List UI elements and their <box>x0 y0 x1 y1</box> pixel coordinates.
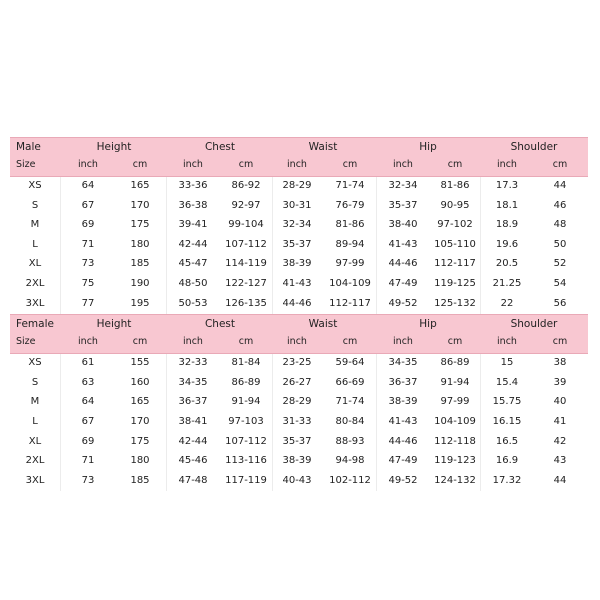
table-cell: 33-36 <box>178 180 208 191</box>
table-cell: 73 <box>81 258 95 270</box>
size-cell: 3XL <box>25 474 45 486</box>
table-cell: 47-49 <box>388 455 418 467</box>
table-cell: 180 <box>130 455 150 467</box>
table-cell: 48 <box>553 219 567 231</box>
table-cell: 112-117 <box>434 258 476 270</box>
male-column-group-height: Height <box>96 141 132 153</box>
size-cell: 2XL <box>25 277 45 289</box>
table-cell: 40-43 <box>282 474 312 486</box>
table-cell: 42-44 <box>178 435 208 447</box>
male-unit-inch-8: inch <box>497 159 517 170</box>
table-cell: 170 <box>130 199 150 211</box>
male-column-group-waist: Waist <box>308 141 338 153</box>
table-cell: 44-46 <box>388 258 418 270</box>
female-header-band <box>10 314 588 354</box>
table-cell: 16.15 <box>492 415 522 427</box>
table-cell: 113-116 <box>225 455 267 467</box>
table-cell: 180 <box>130 238 150 250</box>
table-cell: 107-112 <box>225 435 267 447</box>
table-cell: 75 <box>81 277 95 289</box>
table-row <box>10 177 588 197</box>
male-size-section <box>10 137 588 314</box>
table-cell: 175 <box>130 435 150 447</box>
female-size-section <box>10 314 588 491</box>
table-cell: 50-53 <box>178 297 208 309</box>
table-cell: 97-102 <box>437 219 473 231</box>
female-size-label: Size <box>16 336 36 348</box>
female-unit-cm-5: cm <box>342 336 358 348</box>
table-cell: 119-125 <box>434 277 476 289</box>
table-cell: 46 <box>553 199 567 211</box>
table-cell: 122-127 <box>225 277 267 289</box>
table-cell: 117-119 <box>225 474 267 486</box>
table-cell: 190 <box>130 277 150 289</box>
table-cell: 185 <box>130 258 150 270</box>
size-cell: XS <box>28 180 42 191</box>
table-cell: 22 <box>500 297 514 309</box>
table-cell: 126-135 <box>225 297 267 309</box>
female-unit-inch-4: inch <box>287 336 307 348</box>
table-cell: 38-39 <box>282 258 312 270</box>
size-cell: M <box>30 396 40 408</box>
table-row <box>10 295 588 315</box>
female-unit-cm-3: cm <box>238 336 254 348</box>
female-rows <box>10 354 588 491</box>
male-header-band <box>10 137 588 177</box>
table-cell: 89-94 <box>335 238 365 250</box>
size-cell: S <box>31 199 39 211</box>
table-cell: 86-92 <box>231 180 261 191</box>
table-cell: 124-132 <box>434 474 476 486</box>
table-cell: 15.75 <box>492 396 522 408</box>
table-cell: 90-95 <box>440 199 470 211</box>
table-cell: 41-43 <box>388 238 418 250</box>
table-cell: 76-79 <box>335 199 365 211</box>
table-cell: 15.4 <box>495 376 519 388</box>
table-cell: 17.32 <box>492 474 522 486</box>
table-cell: 56 <box>553 297 567 309</box>
table-cell: 86-89 <box>440 357 470 369</box>
table-cell: 39-41 <box>178 219 208 231</box>
female-column-group-waist: Waist <box>308 318 338 331</box>
table-cell: 20.5 <box>495 258 519 270</box>
male-header-label: Male <box>16 141 41 153</box>
table-cell: 69 <box>81 219 95 231</box>
size-cell: 2XL <box>25 455 45 467</box>
female-unit-cm-9: cm <box>552 336 568 348</box>
table-row <box>10 433 588 453</box>
table-cell: 45-47 <box>178 258 208 270</box>
table-cell: 19.6 <box>495 238 519 250</box>
table-cell: 32-34 <box>388 180 418 191</box>
table-cell: 44 <box>553 474 567 486</box>
size-cell: XL <box>28 258 42 270</box>
table-cell: 105-110 <box>434 238 476 250</box>
table-cell: 47-49 <box>388 277 418 289</box>
table-cell: 165 <box>130 180 150 191</box>
table-cell: 92-97 <box>231 199 261 211</box>
table-cell: 35-37 <box>282 238 312 250</box>
table-cell: 38 <box>553 357 567 369</box>
table-cell: 35-37 <box>282 435 312 447</box>
table-cell: 81-86 <box>335 219 365 231</box>
female-unit-inch-8: inch <box>497 336 517 348</box>
male-unit-inch-4: inch <box>287 159 307 170</box>
table-cell: 42-44 <box>178 238 208 250</box>
table-cell: 91-94 <box>440 376 470 388</box>
male-unit-cm-3: cm <box>238 159 254 170</box>
table-cell: 36-38 <box>178 199 208 211</box>
table-cell: 44-46 <box>388 435 418 447</box>
table-cell: 48-50 <box>178 277 208 289</box>
table-cell: 50 <box>553 238 567 250</box>
table-cell: 104-109 <box>434 415 476 427</box>
table-cell: 155 <box>130 357 150 369</box>
table-cell: 59-64 <box>335 357 365 369</box>
table-cell: 81-86 <box>440 180 470 191</box>
table-cell: 94-98 <box>335 455 365 467</box>
table-cell: 41 <box>553 415 567 427</box>
table-cell: 40 <box>553 396 567 408</box>
table-cell: 18.9 <box>495 219 519 231</box>
table-cell: 185 <box>130 474 150 486</box>
table-cell: 86-89 <box>231 376 261 388</box>
table-cell: 36-37 <box>388 376 418 388</box>
table-cell: 47-48 <box>178 474 208 486</box>
table-cell: 35-37 <box>388 199 418 211</box>
table-cell: 71-74 <box>335 396 365 408</box>
table-cell: 42 <box>553 435 567 447</box>
table-cell: 175 <box>130 219 150 231</box>
table-cell: 66-69 <box>335 376 365 388</box>
table-cell: 49-52 <box>388 474 418 486</box>
table-cell: 18.1 <box>495 199 519 211</box>
table-cell: 54 <box>553 277 567 289</box>
male-unit-cm-9: cm <box>552 159 568 170</box>
table-cell: 165 <box>130 396 150 408</box>
female-unit-cm-7: cm <box>447 336 463 348</box>
male-column-group-hip: Hip <box>419 141 437 153</box>
female-header-label: Female <box>16 318 54 331</box>
table-row <box>10 452 588 472</box>
table-cell: 195 <box>130 297 150 309</box>
table-row <box>10 374 588 394</box>
table-cell: 81-84 <box>231 357 261 369</box>
table-cell: 125-132 <box>434 297 476 309</box>
table-cell: 36-37 <box>178 396 208 408</box>
table-cell: 32-34 <box>282 219 312 231</box>
size-cell: 3XL <box>25 297 45 309</box>
table-row <box>10 275 588 295</box>
table-row <box>10 393 588 413</box>
table-cell: 80-84 <box>335 415 365 427</box>
table-cell: 26-27 <box>282 376 312 388</box>
table-cell: 21.25 <box>492 277 522 289</box>
table-cell: 107-112 <box>225 238 267 250</box>
table-cell: 102-112 <box>329 474 371 486</box>
table-cell: 41-43 <box>388 415 418 427</box>
table-row <box>10 197 588 217</box>
table-cell: 17.3 <box>495 180 519 191</box>
table-row <box>10 255 588 275</box>
table-cell: 71 <box>81 238 95 250</box>
table-cell: 112-117 <box>329 297 371 309</box>
size-cell: S <box>31 376 39 388</box>
table-cell: 104-109 <box>329 277 371 289</box>
female-column-group-height: Height <box>96 318 132 331</box>
table-cell: 32-33 <box>178 357 208 369</box>
male-column-group-shoulder: Shoulder <box>510 141 558 153</box>
female-column-group-shoulder: Shoulder <box>510 318 558 331</box>
female-unit-inch-6: inch <box>393 336 413 348</box>
table-cell: 61 <box>81 357 95 369</box>
table-row <box>10 472 588 492</box>
table-cell: 160 <box>130 376 150 388</box>
table-cell: 23-25 <box>282 357 312 369</box>
table-cell: 52 <box>553 258 567 270</box>
table-row <box>10 354 588 374</box>
table-cell: 31-33 <box>282 415 312 427</box>
table-cell: 64 <box>81 180 95 191</box>
table-cell: 30-31 <box>282 199 312 211</box>
female-unit-inch-2: inch <box>183 336 203 348</box>
table-cell: 69 <box>81 435 95 447</box>
table-cell: 45-46 <box>178 455 208 467</box>
female-unit-cm-1: cm <box>132 336 148 348</box>
table-cell: 44 <box>553 180 567 191</box>
table-cell: 170 <box>130 415 150 427</box>
table-cell: 91-94 <box>231 396 261 408</box>
table-cell: 38-39 <box>282 455 312 467</box>
table-cell: 34-35 <box>178 376 208 388</box>
table-cell: 15 <box>500 357 514 369</box>
table-cell: 88-93 <box>335 435 365 447</box>
table-cell: 71 <box>81 455 95 467</box>
male-unit-cm-7: cm <box>447 159 463 170</box>
table-cell: 16.9 <box>495 455 519 467</box>
table-cell: 16.5 <box>495 435 519 447</box>
table-cell: 34-35 <box>388 357 418 369</box>
table-cell: 38-41 <box>178 415 208 427</box>
table-cell: 67 <box>81 415 95 427</box>
table-cell: 114-119 <box>225 258 267 270</box>
table-cell: 71-74 <box>335 180 365 191</box>
table-cell: 119-123 <box>434 455 476 467</box>
table-cell: 28-29 <box>282 396 312 408</box>
table-cell: 64 <box>81 396 95 408</box>
table-row <box>10 413 588 433</box>
male-unit-inch-2: inch <box>183 159 203 170</box>
table-cell: 99-104 <box>228 219 264 231</box>
table-cell: 112-118 <box>434 435 476 447</box>
female-column-group-chest: Chest <box>204 318 236 331</box>
table-cell: 63 <box>81 376 95 388</box>
table-cell: 43 <box>553 455 567 467</box>
male-unit-cm-5: cm <box>342 159 358 170</box>
male-unit-inch-6: inch <box>393 159 413 170</box>
table-cell: 97-103 <box>228 415 264 427</box>
table-cell: 77 <box>81 297 95 309</box>
size-cell: L <box>32 415 38 427</box>
male-unit-inch-0: inch <box>78 159 98 170</box>
male-column-group-chest: Chest <box>204 141 236 153</box>
female-unit-inch-0: inch <box>78 336 98 348</box>
size-cell: L <box>32 238 38 250</box>
table-cell: 67 <box>81 199 95 211</box>
table-cell: 44-46 <box>282 297 312 309</box>
male-size-label: Size <box>16 159 36 170</box>
table-cell: 39 <box>553 376 567 388</box>
table-cell: 38-39 <box>388 396 418 408</box>
table-cell: 41-43 <box>282 277 312 289</box>
table-cell: 97-99 <box>440 396 470 408</box>
female-column-group-hip: Hip <box>419 318 437 331</box>
table-cell: 97-99 <box>335 258 365 270</box>
male-unit-cm-1: cm <box>132 159 148 170</box>
size-cell: XS <box>28 357 42 369</box>
table-cell: 28-29 <box>282 180 312 191</box>
male-rows <box>10 177 588 314</box>
size-cell: M <box>30 219 40 231</box>
table-cell: 38-40 <box>388 219 418 231</box>
size-chart <box>10 137 588 491</box>
table-cell: 73 <box>81 474 95 486</box>
table-cell: 49-52 <box>388 297 418 309</box>
table-row <box>10 216 588 236</box>
size-cell: XL <box>28 435 42 447</box>
table-row <box>10 236 588 256</box>
